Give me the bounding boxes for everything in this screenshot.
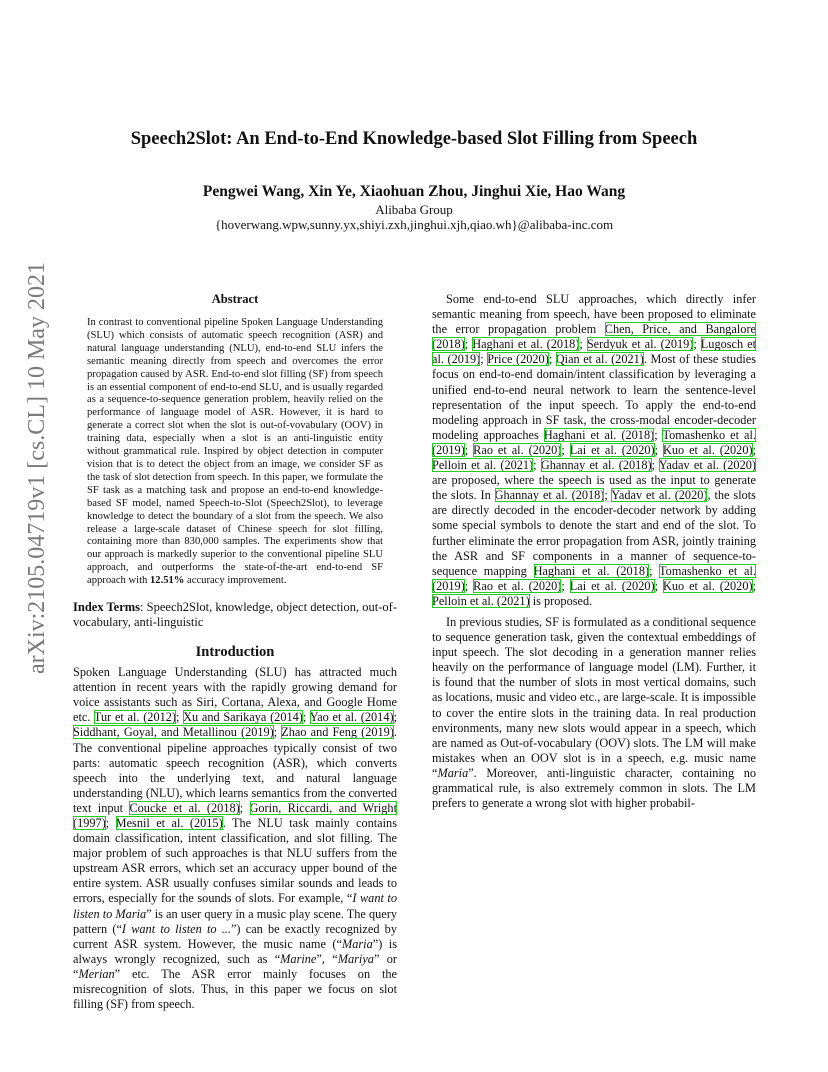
left-column (73, 292, 397, 1012)
citation-separator: ; (302, 710, 310, 725)
example-query-italic: I want to listen to Maria (73, 891, 397, 921)
affiliation: Alibaba Group (375, 202, 453, 217)
citation-link[interactable]: Mesnil et al. (2015) (115, 815, 223, 830)
citation-separator: ; (464, 578, 474, 593)
citation-link[interactable]: Yao et al. (2014) (309, 710, 394, 725)
citation-separator: ; (654, 427, 663, 442)
abstract-heading: Abstract (211, 292, 259, 306)
citation-link[interactable]: Haghani et al. (2018) (533, 563, 650, 578)
abstract-text-main: In contrast to conventional pipeline Spoken Language Understanding (SLU) which consists of automatic speech recognition (ASR) and natural language understanding (NLU), end-to-end SLU infers the semantic meaning directly from speech and overcomes the error propagation caused by ASR. End-to-end slot filling (SF) from speech is an essential component of end-to-end SLU, and is usually regarded as a sequence-to-sequence generation problem, heavily relied on the performance of language model of ASR. However, it is hard to generate a correct slot when the slot is out-of-vovabulary (OOV) in training data, especially when a slot is an anti-linguistic entity without grammatical rule. Inspired by object detection in computer vision that is to detect the object from an image, we consider SF as the task of slot detection from speech. In this paper, we formulate the SF task as a matching task and propose an end-to-end knowledge-based SF model, named Speech-to-Slot (Speech2Slot), to leverage knowledge to detect the boundary of a slot from the speech. We also release a large-scale dataset of Chinese speech for slot filling, containing more than 830,000 samples. The experiments show that our approach is markedly superior to the conventional pipeline SLU approach, and outperforms the state-of-the-art end-to-end SF approach with (87, 317, 383, 587)
intro-p3-text: In previous studies, SF is formulated as a conditional sequence to sequence generation task, given the contextual embeddings of input speech. The slot decoding in a generation manner relies heavily on the performance of language model (LM). Further, it is found that the number of slots in most vertical domains, such as locations, music and video etc., are large-scale. It is impossible to cover the entire slots in the training data. In real production environments, many new slots would appear in a speech, which are named as Out-of-vocabulary (OOV) slots. The LM will make mistakes when an OOV slot is in a speech, e.g. music name “ (432, 614, 756, 780)
misrecognition-italic: Marine (280, 951, 317, 966)
citation-link[interactable]: Zhao and Feng (2019) (281, 725, 394, 740)
author-list: Pengwei Wang, Xin Ye, Xiaohuan Zhou, Jinghui Xie, Hao Wang (202, 183, 626, 200)
misrecognition-italic: Merian (78, 966, 115, 981)
citation-separator: ; (548, 352, 556, 367)
intro-p2-text: , the slots are directly decoded in the encoder-decoder network by adding some special symbols to denote the start and end of the slot. To further eliminate the error propagation from ASR, jointly training the ASR and SF components in a manner of sequence-to-sequence mapping (432, 488, 756, 578)
citation-link[interactable]: Kuo et al. (2020) (662, 578, 753, 593)
intro-p1-text: ”) is always wrongly recognized, such as “ (73, 936, 397, 966)
citation-link[interactable]: Yadav et al. (2020) (611, 488, 708, 503)
intro-p1-text: ” or “ (73, 951, 397, 981)
intro-p2-text: Some end-to-end SLU approaches, which directly infer semantic meaning from speech, have been proposed to eliminate the error propagation problem (432, 292, 756, 337)
citation-separator: ; (604, 488, 612, 503)
citation-separator: ; (561, 442, 570, 457)
citation-link[interactable]: Pelloin et al. (2021) (432, 593, 530, 608)
citation-link[interactable]: Haghani et al. (2018) (543, 427, 655, 442)
citation-link[interactable]: Gorin, Riccardi, and Wright (1997) (73, 800, 397, 830)
author-emails: {hoverwang.wpw,sunny.yx,shiyi.zxh,jinghui.xjh,qiao.wh}@alibaba-inc.com (214, 217, 614, 232)
intro-p1-text: ” is an user query in a music play scene. The query pattern (“ (73, 906, 397, 936)
abstract-text-end: accuracy improvement. (184, 575, 287, 587)
introduction-heading: Introduction (195, 644, 275, 661)
intro-p1-text: . The conventional pipeline approaches typically consist of two parts: automatic speech recognition (ASR), which converts speech into the underlying text, and natural language understanding (NLU), which learns semantics from the converted text input (73, 725, 397, 815)
abstract-text (87, 317, 383, 588)
arxiv-identifier-stamp: arXiv:2105.04719v1 [cs.CL] 10 May 2021 (24, 262, 50, 674)
index-terms-text: : Speech2Slot, knowledge, object detection, out-of-vocabulary, anti-linguistic (73, 600, 397, 630)
intro-p1-text: ”, “ (316, 951, 338, 966)
citation-link[interactable]: Rao et al. (2020) (473, 442, 562, 457)
music-name-italic: Maria (341, 936, 373, 951)
citation-link[interactable]: Tomashenko et al. (2019) (432, 563, 756, 593)
citation-link[interactable]: Xu and Sarikaya (2014) (183, 710, 303, 725)
citation-separator: ; (649, 563, 660, 578)
citation-separator: ; (651, 458, 659, 473)
citation-link[interactable]: Lugosch et al. (2019) (432, 337, 756, 367)
citation-separator: ; (105, 815, 116, 830)
citation-separator: ; (480, 352, 488, 367)
intro-p2-text: is proposed. (529, 593, 593, 608)
paper-title: Speech2Slot: An End-to-End Knowledge-based Slot Filling from Speech (130, 129, 698, 149)
citation-separator: ; (561, 578, 570, 593)
citation-separator: ; (393, 710, 397, 725)
query-pattern-italic: I want to listen to ... (121, 921, 231, 936)
index-terms (73, 600, 397, 630)
citation-separator: ; (654, 442, 663, 457)
citation-link[interactable]: Pelloin et al. (2021) (432, 458, 534, 473)
intro-p3-text: ”. Moreover, anti-linguistic character, containing no grammatical rule, is also extremely common in slots. The LM prefers to generate a wrong slot with higher probabil- (432, 765, 756, 811)
citation-link[interactable]: Lai et al. (2020) (569, 442, 655, 457)
citation-link[interactable]: Tur et al. (2012) (93, 710, 176, 725)
citation-separator: ; (579, 337, 587, 352)
citation-separator: ; (239, 800, 250, 815)
intro-p1-text: ”) can be exactly recognized by current ASR system. However, the music name (“ (73, 921, 397, 951)
citation-link[interactable]: Yadav et al. (2020) (658, 458, 756, 473)
citation-separator: ; (464, 337, 473, 352)
citation-link[interactable]: Chen, Price, and Bangalore (2018) (432, 322, 756, 352)
intro-p2-text: . Most of these studies focus on end-to-end domain/intent classification by leveraging a unified end-to-end neural network to learn the sentence-level representation of the input speech. To apply the end-to-end modeling approach in SF task, the cross-modal encoder-decoder modeling approaches (432, 352, 757, 442)
citation-separator: ; (175, 710, 184, 725)
citation-link[interactable]: Kuo et al. (2020) (662, 442, 753, 457)
index-terms-label: Index Terms (73, 600, 141, 615)
citation-link[interactable]: Price (2020) (487, 352, 549, 367)
citation-link[interactable]: Haghani et al. (2018) (472, 337, 580, 352)
intro-p1-text: . The NLU task mainly contains domain classification, intent classification, and slot filling. The major problem of such approaches is that NLU suffers from the upstream ASR errors, which set an accuracy upper bound of the entire system. ASR usually confuses similar sounds and leads to errors, especially for the sounds of slots. For example, “ (73, 815, 397, 906)
citation-separator: ; (752, 442, 756, 457)
citation-separator: ; (533, 458, 541, 473)
abstract-bold-metric: 12.51% (149, 575, 185, 587)
citation-separator: ; (693, 337, 701, 352)
citation-separator: ; (654, 578, 663, 593)
intro-paragraph-2 (432, 292, 756, 609)
citation-separator: ; (752, 578, 756, 593)
citation-link[interactable]: Qian et al. (2021) (555, 352, 644, 367)
citation-link[interactable]: Rao et al. (2020) (473, 578, 562, 593)
citation-link[interactable]: Lai et al. (2020) (569, 578, 655, 593)
intro-paragraph-3 (432, 615, 756, 811)
citation-link[interactable]: Siddhant, Goyal, and Metallinou (2019) (73, 725, 274, 740)
citation-link[interactable]: Tomashenko et al. (2019) (432, 427, 756, 457)
citation-separator: ; (273, 725, 282, 740)
citation-separator: ; (464, 442, 474, 457)
citation-link[interactable]: Ghannay et al. (2018) (540, 458, 652, 473)
music-name-italic: Maria (437, 765, 469, 780)
misrecognition-italic: Mariya (337, 951, 374, 966)
citation-link[interactable]: Coucke et al. (2018) (129, 800, 240, 815)
right-column (432, 292, 756, 811)
intro-p1-text: Spoken Language Understanding (SLU) has attracted much attention in recent years with the rapidly growing demand for voice assistants such as Siri, Cortana, Alexa, and Google Home etc. (73, 665, 397, 725)
citation-link[interactable]: Ghannay et al. (2018) (494, 488, 605, 503)
intro-p1-text: ” etc. The ASR error mainly focuses on the misrecognition of slots. Thus, in this paper we focus on slot filling (SF) from speech. (73, 966, 397, 1012)
intro-paragraph-1 (73, 665, 397, 1012)
intro-p2-text: are proposed, where the speech is used as the input to generate the slots. In (432, 473, 756, 503)
citation-link[interactable]: Serdyuk et al. (2019) (586, 337, 694, 352)
